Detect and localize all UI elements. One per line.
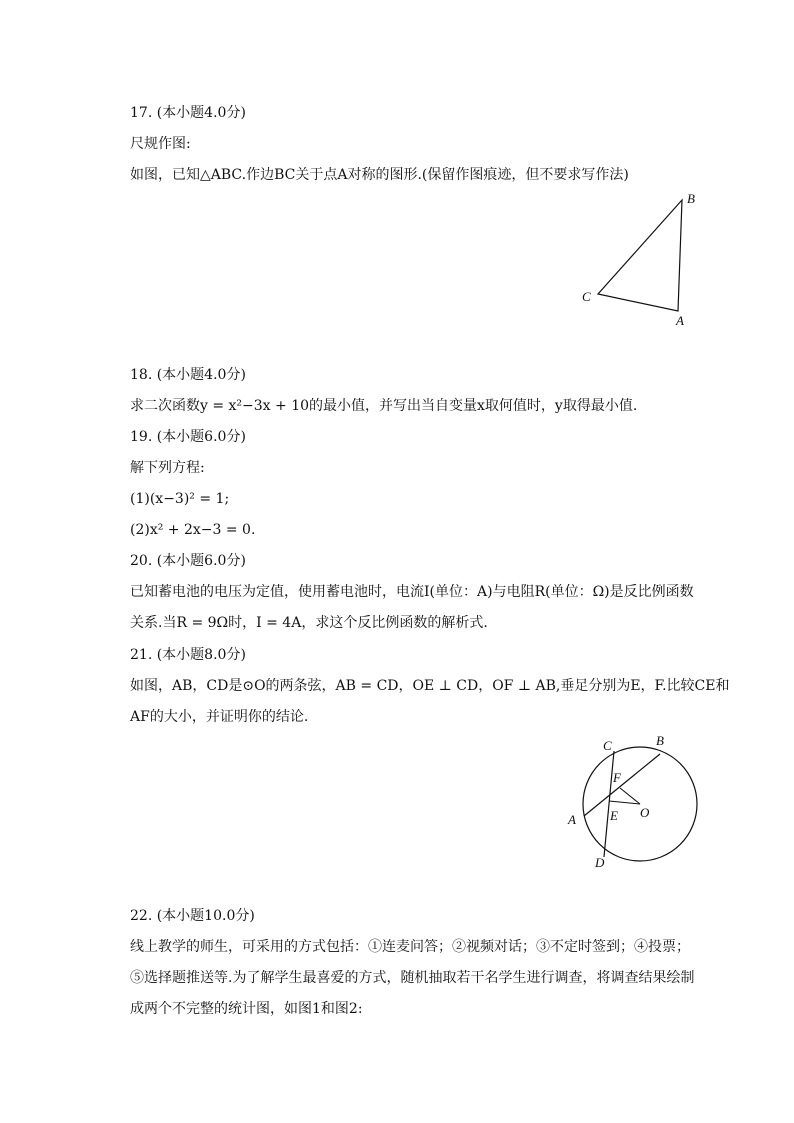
q21-problem-line-2: AF的大小，并证明你的结论. bbox=[130, 709, 309, 725]
q17-instruction: 尺规作图: bbox=[130, 136, 191, 152]
q22-problem-line-3: 成两个不完整的统计图，如图1和图2: bbox=[130, 1001, 363, 1017]
triangle-abc-figure bbox=[570, 188, 710, 333]
q17-problem-text: 如图，已知△ABC.作边BC关于点A对称的图形.(保留作图痕迹，但不要求写作法) bbox=[130, 167, 629, 183]
q22-problem-line-1: 线上教学的师生，可采用的方式包括：①连麦问答；②视频对话；③不定时签到；④投票； bbox=[130, 939, 690, 955]
q22-header: 22. (本小题10.0分) bbox=[130, 908, 255, 924]
label-O: O bbox=[640, 805, 650, 820]
label-A: A bbox=[676, 313, 684, 328]
chord-cd bbox=[604, 751, 614, 857]
circle-chords-figure bbox=[560, 730, 710, 875]
label-A: A bbox=[568, 812, 576, 827]
q19-equation-2: (2)x² + 2x−3 = 0. bbox=[130, 522, 256, 538]
q19-equation-1: (1)(x−3)² = 1; bbox=[130, 491, 230, 507]
label-B: B bbox=[687, 191, 695, 206]
q20-header: 20. (本小题6.0分) bbox=[130, 553, 246, 569]
q21-problem-line-1: 如图，AB，CD是⊙O的两条弦，AB = CD，OE ⊥ CD，OF ⊥ AB,垂足分别为E，F.比较CE和 bbox=[130, 678, 730, 694]
label-D: D bbox=[595, 855, 605, 870]
q19-instruction: 解下列方程: bbox=[130, 460, 205, 476]
label-F: F bbox=[613, 770, 621, 785]
triangle-abc bbox=[598, 200, 682, 311]
q20-problem-line-2: 关系.当R = 9Ω时，I = 4A，求这个反比例函数的解析式. bbox=[130, 615, 488, 631]
segment-oe bbox=[609, 801, 640, 804]
q18-header: 18. (本小题4.0分) bbox=[130, 367, 246, 383]
q19-header: 19. (本小题6.0分) bbox=[130, 429, 246, 445]
label-E: E bbox=[610, 808, 618, 823]
q22-problem-line-2: ⑤选择题推送等.为了解学生最喜爱的方式，随机抽取若干名学生进行调查，将调查结果绘制 bbox=[130, 970, 695, 986]
q21-header: 21. (本小题8.0分) bbox=[130, 647, 246, 663]
q18-problem-text: 求二次函数y = x²−3x + 10的最小值，并写出当自变量x取何值时，y取得最小值. bbox=[130, 398, 638, 414]
q17-header: 17. (本小题4.0分) bbox=[130, 105, 246, 121]
label-C: C bbox=[603, 738, 612, 753]
q20-problem-line-1: 已知蓄电池的电压为定值，使用蓄电池时，电流I(单位：A)与电阻R(单位：Ω)是反比例函数 bbox=[130, 584, 694, 600]
label-C: C bbox=[582, 289, 591, 304]
segment-of bbox=[620, 788, 640, 804]
label-B: B bbox=[656, 733, 664, 748]
